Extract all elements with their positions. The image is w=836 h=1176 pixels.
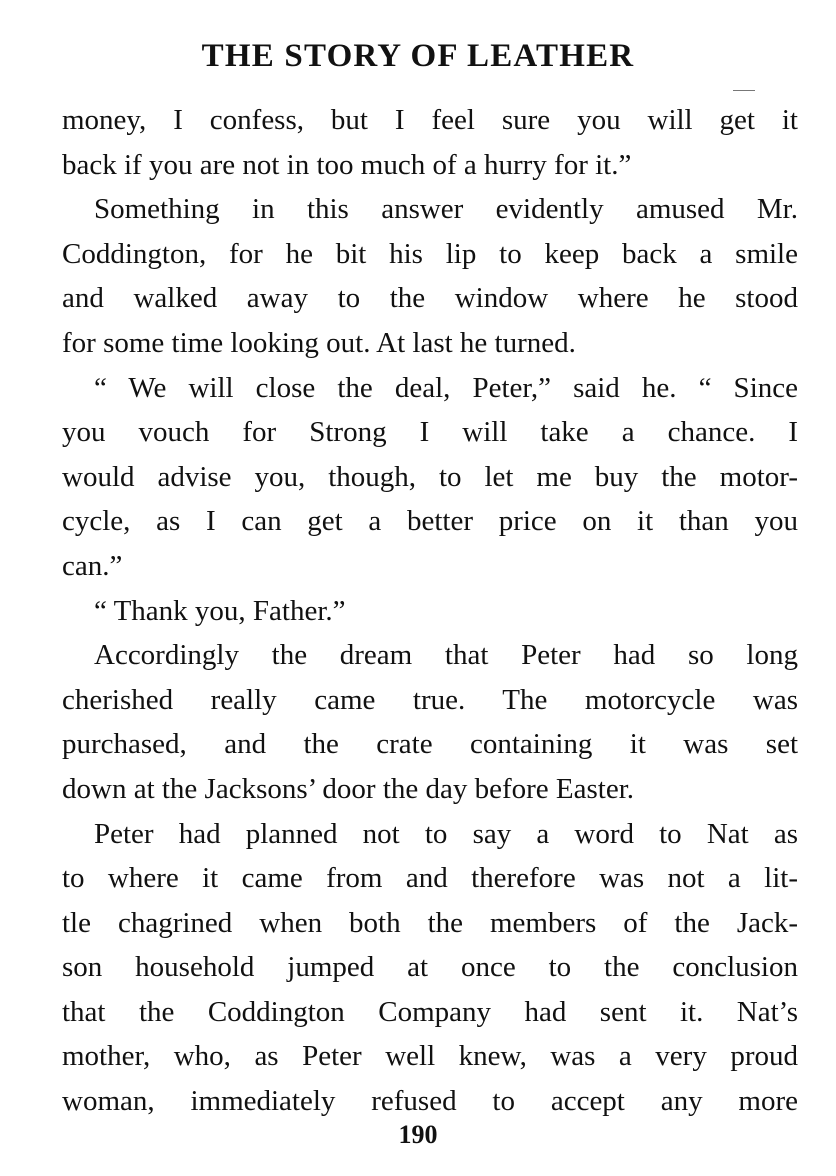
text-line: cherished really came true. The motorcycle was [62, 683, 798, 716]
text-line: money, I confess, but I feel sure you will get it [62, 104, 798, 136]
text-line: Accordingly the dream that Peter had so long [94, 639, 798, 672]
page-number: 190 [398, 1120, 438, 1149]
text-line: to where it came from and therefore was not a lit- [62, 862, 798, 895]
text-line: you vouch for Strong I will take a chance. I [62, 416, 798, 449]
text-line: Peter had planned not to say a word to Nat as [94, 817, 798, 850]
text-line: Something in this answer evidently amused Mr. [94, 193, 798, 226]
text-line: “ Thank you, Father.” [94, 594, 346, 627]
text-line: for some time looking out. At last he turned. [62, 326, 576, 359]
text-line: that the Coddington Company had sent it. Nat’s [62, 995, 798, 1028]
text-line: son household jumped at once to the conclusion [62, 951, 798, 984]
text-line: tle chagrined when both the members of the Jack- [62, 906, 798, 939]
text-line: down at the Jacksons’ door the day before Easter. [62, 772, 635, 805]
text-line: mother, who, as Peter well knew, was a very proud [62, 1040, 798, 1073]
running-head: THE STORY OF LEATHER [201, 38, 635, 74]
text-line: back if you are not in too much of a hurry for it.” [62, 148, 632, 181]
text-line: “ We will close the deal, Peter,” said he. “ Since [94, 371, 798, 404]
text-line: purchased, and the crate containing it was set [62, 728, 798, 761]
text-line: can.” [62, 549, 123, 582]
body-text [62, 98, 798, 1124]
text-line: would advise you, though, to let me buy the motor- [62, 460, 798, 493]
text-line: woman, immediately refused to accept any more [62, 1085, 798, 1118]
text-line: and walked away to the window where he stood [62, 282, 798, 315]
stray-ink-mark [733, 90, 755, 91]
text-line: Coddington, for he bit his lip to keep back a smile [62, 237, 798, 270]
text-line: cycle, as I can get a better price on it than you [62, 505, 798, 538]
